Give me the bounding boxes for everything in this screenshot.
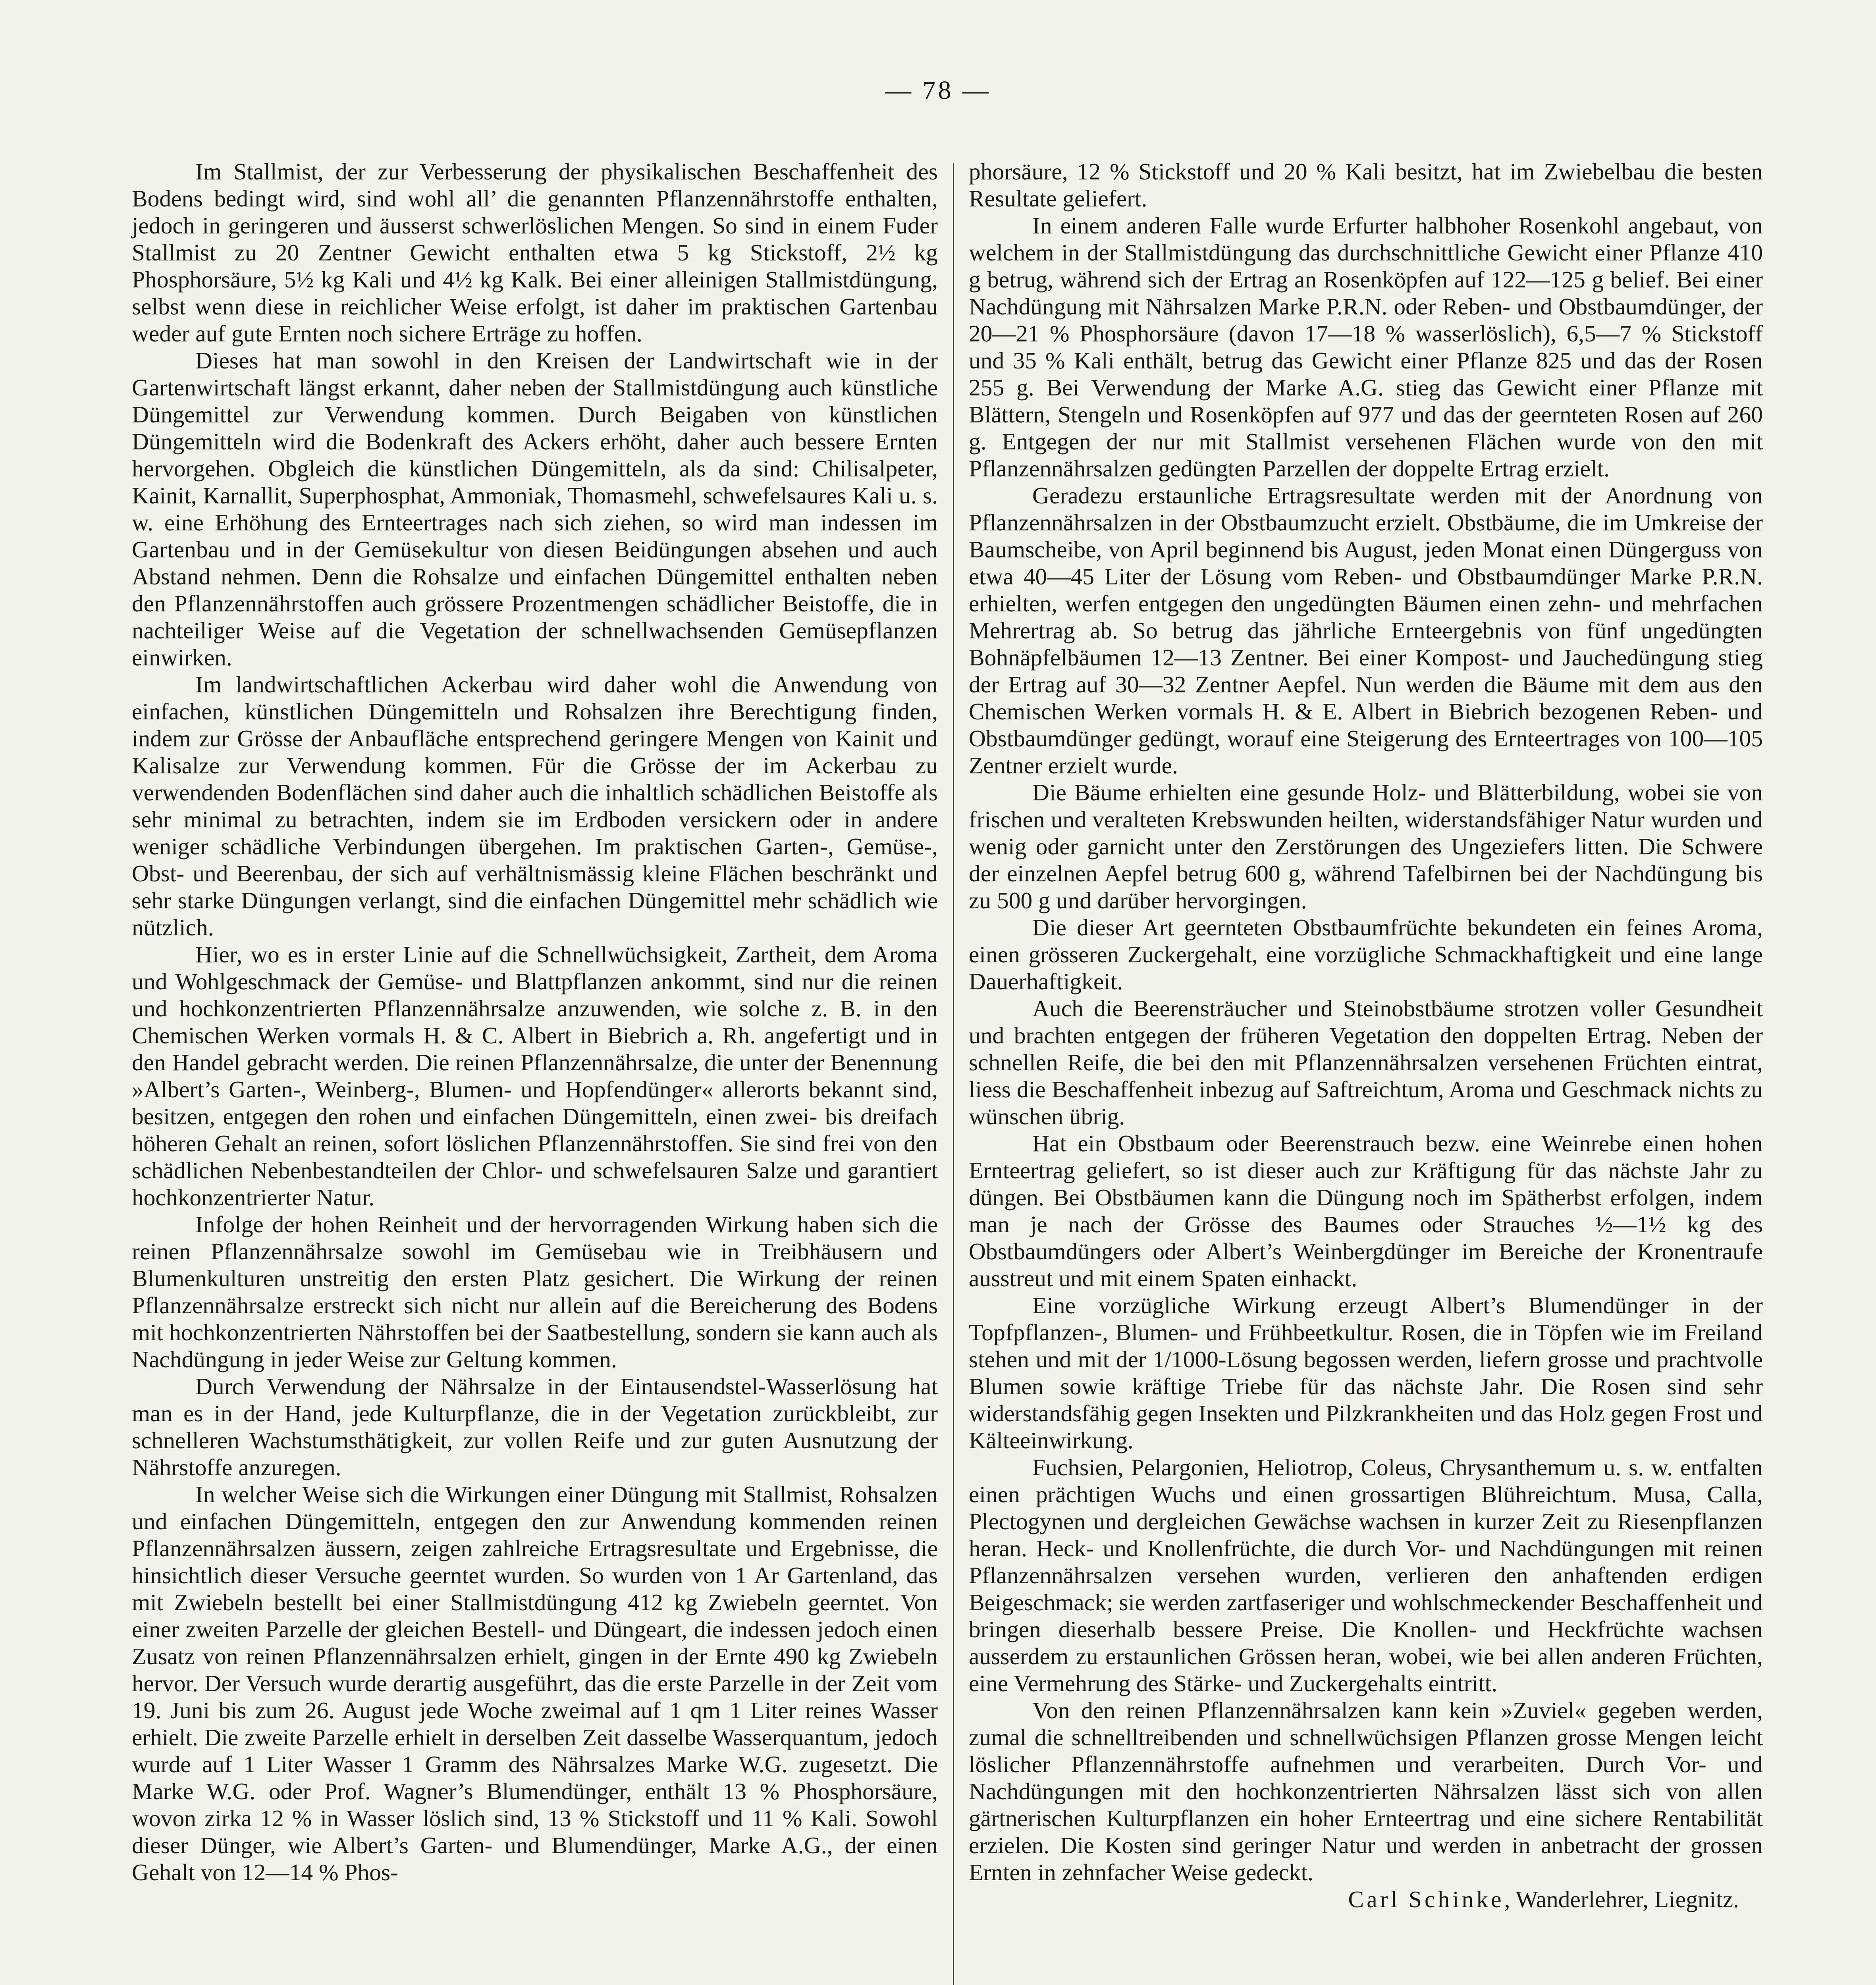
column-divider [953, 163, 954, 1985]
paragraph-fuchsien: Fuchsien, Pelargonien, Heliotrop, Coleus, Chrysanthemum u. s. w. entfalten einen prächtigen Wuchs und einen grossartigen Blühreichtum. Musa, Calla, Plectogynen und dergleichen Gewächse wachsen in kurzer Zeit zu Riesenpflanzen heran. Heck- und Knollenfrüchte, die durch Vor- und Nachdüngungen mit reinen Pflanzennährsalzen versehen wurden, verlieren den anhaftenden erdigen Beigeschmack; sie werden zartfaseriger und wohlschmeckender Beschaffenheit und bringen dieserhalb bessere Preise. Die Knollen- und Heckfrüchte wachsen ausserdem zu erstaunlichen Grössen heran, wobei, wie bei allen anderen Früchten, eine Vermehrung des Stärke- und Zuckergehalts eintritt. [969, 1454, 1763, 1696]
paragraph-beerenstraeucher: Auch die Beerensträucher und Steinobstbäume strotzen voller Gesundheit und brachten entgegen der früheren Vegetation den doppelten Ertrag. Neben der schnellen Reife, die bei den mit Pflanzennährsalzen versehenen Früchten eintrat, liess die Beschaffenheit inbezug auf Saftreichtum, Aroma und Geschmack nichts zu wünschen übrig. [969, 995, 1763, 1129]
paragraph-ackerbau: Im landwirtschaftlichen Ackerbau wird daher wohl die Anwendung von einfachen, künstlichen Düngemitteln und Rohsalzen ihre Berechtigung finden, indem zur Grösse der Anbaufläche entsprechend geringere Mengen von Kainit und Kalisalze zur Verwendung kommen. Für die Grösse der im Ackerbau zu verwendenden Bodenflächen sind daher auch die inhaltlich schädlichen Beistoffe als sehr minimal zu betrachten, indem sie im Erdboden versickern oder in andere weniger schädliche Verbindungen übergehen. Im praktischen Garten-, Gemüse-, Obst- und Beerenbau, der sich auf verhältnismässig kleine Flächen beschränkt und sehr starke Düngungen verlangt, sind die einfachen Düngemittel mehr schädlich wie nützlich. [132, 671, 938, 940]
paragraph-kuenstliche-duengemittel: Dieses hat man sowohl in den Kreisen der Landwirtschaft wie in der Gartenwirtschaft längst erkannt, daher neben der Stallmistdüngung auch künstliche Düngemittel zur Verwendung kommen. Durch Beigaben von künstlichen Düngemitteln wird die Bodenkraft des Ackers erhöht, daher auch bessere Ernten hervorgehen. Obgleich die künstlichen Düngemitteln, als da sind: Chilisalpeter, Kainit, Karnallit, Superphosphat, Ammoniak, Thomasmehl, schwefelsaures Kali u. s. w. eine Erhöhung des Ernteertrages nach sich ziehen, so wird man indessen im Gartenbau und in der Gemüsekultur von diesen Beidüngungen absehen und auch Abstand nehmen. Denn die Rohsalze und einfachen Düngemittel enthalten neben den Pflanzennährstoffen auch grössere Prozentmengen schädlicher Beistoffe, die in nachteiliger Weise auf die Vegetation der schnellwachsenden Gemüsepflanzen einwirken. [132, 347, 938, 671]
paragraph-obstbaumfruechte: Die dieser Art geernteten Obstbaumfrüchte bekundeten ein feines Aroma, einen grösseren Zuckergehalt, eine vorzügliche Schmackhaftigkeit und eine lange Dauerhaftigkeit. [969, 914, 1763, 994]
paragraph-blumenduenger: Eine vorzügliche Wirkung erzeugt Albert’s Blumendünger in der Topfpflanzen-, Blumen- und Frühbeetkultur. Rosen, die in Töpfen wie im Freiland stehen und mit der 1/1000-Lösung begossen werden, liefern grosse und prachtvolle Blumen sowie kräftige Triebe für das nächste Jahr. Die Rosen sind sehr widerstandsfähig gegen Insekten und Pilzkrankheiten und das Holz gegen Frost und Kälteeinwirkung. [969, 1292, 1763, 1453]
paragraph-rosenkohl: In einem anderen Falle wurde Erfurter halbhoher Rosenkohl angebaut, von welchem in der Stallmistdüngung das durchschnittliche Gewicht einer Pflanze 410 g betrug, während sich der Ertrag an Rosenköpfen auf 122—125 g belief. Bei einer Nachdüngung mit Nährsalzen Marke P.R.N. oder Reben- und Obstbaumdünger, der 20—21 % Phosphorsäure (davon 17—18 % wasserlöslich), 6,5—7 % Stickstoff und 35 % Kali enthält, betrug das Gewicht einer Pflanze 825 und das der Rosen 255 g. Bei Verwendung der Marke A.G. stieg das Gewicht einer Pflanze mit Blättern, Stengeln und Rosenköpfen auf 977 und das der geernteten Rosen auf 260 g. Entgegen der nur mit Stallmist versehenen Flächen wurde von den mit Pflanzennährsalzen gedüngten Parzellen der doppelte Ertrag erzielt. [969, 212, 1763, 482]
paragraph-reinheit-wirkung: Infolge der hohen Reinheit und der hervorragenden Wirkung haben sich die reinen Pflanzennährsalze sowohl im Gemüsebau wie in Treibhäusern und Blumenkulturen unstreitig den ersten Platz gesichert. Die Wirkung der reinen Pflanzennährsalze erstreckt sich nicht nur allein auf die Bereicherung des Bodens mit hochkonzentrierten Nährstoffen bei der Saatbestellung, sondern sie kann auch als Nachdüngung in jeder Weise zur Geltung kommen. [132, 1211, 938, 1372]
author-name: Carl Schinke [1348, 1886, 1504, 1912]
paragraph-continuation: phorsäure, 12 % Stickstoff und 20 % Kali besitzt, hat im Zwiebelbau die besten Resultate geliefert. [969, 158, 1763, 212]
page-number: — 78 — [885, 76, 991, 105]
paragraph-baeume-gesundheit: Die Bäume erhielten eine gesunde Holz- und Blätterbildung, wobei sie von frischen und veralteten Krebswunden heilten, widerstandsfähiger Natur wurden und wenig oder garnicht unter den Zerstörungen des Ungeziefers litten. Die Schwere der einzelnen Aepfel betrug 600 g, während Tafelbirnen bei der Nachdüngung bis zu 500 g und darüber hervorgingen. [969, 779, 1763, 913]
paragraph-weinrebe: Hat ein Obstbaum oder Beerenstrauch bezw. eine Weinrebe einen hohen Ernteertrag geliefert, so ist dieser auch zur Kräftigung für das nächste Jahr zu düngen. Bei Obstbäumen kann die Düngung noch im Spätherbst erfolgen, indem man je nach der Grösse des Baumes oder Strauches ½—1½ kg des Obstbaumdüngers oder Albert’s Weinbergdünger im Bereiche der Kronentraufe ausstreut und mit einem Spaten einhackt. [969, 1130, 1763, 1291]
paragraph-obstbaumzucht: Geradezu erstaunliche Ertragsresultate werden mit der Anordnung von Pflanzennährsalzen in der Obstbaumzucht erzielt. Obstbäume, die im Umkreise der Baumscheibe, von April beginnend bis August, jeden Monat einen Düngerguss von etwa 40—45 Liter der Lösung vom Reben- und Obstbaumdünger Marke P.R.N. erhielten, werfen entgegen den ungedüngten Bäumen einen zehn- und mehrfachen Mehrertrag ab. So betrug das jährliche Ernteergebnis von fünf ungedüngten Bohnäpfelbäumen 12—13 Zentner. Bei einer Kompost- und Jauchedüngung stieg der Ertrag auf 30—32 Zentner Aepfel. Nun werden die Bäume mit dem aus den Chemischen Werken vormals H. & E. Albert in Biebrich bezogenen Reben- und Obstbaumdünger gedüngt, worauf eine Steigerung des Ernteertrages von 100—105 Zentner erzielt wurde. [969, 482, 1763, 779]
author-role: , Wanderlehrer, Liegnitz. [1504, 1886, 1739, 1912]
paragraph-wasserloesung: Durch Verwendung der Nährsalze in der Eintausendstel-Wasserlösung hat man es in der Hand, jede Kulturpflanze, die in der Vegetation zurückbleibt, zur schnelleren Wachstumsthätigkeit, zur vollen Reife und zur guten Ausnutzung der Nährstoffe anzuregen. [132, 1373, 938, 1480]
paragraph-stallmist: Im Stallmist, der zur Verbesserung der physikalischen Beschaffenheit des Bodens bedingt wird, sind wohl all’ die genannten Pflanzennährstoffe enthalten, jedoch in geringeren und äusserst schwerlöslichen Mengen. So sind in einem Fuder Stallmist zu 20 Zentner Gewicht enthalten etwa 5 kg Stickstoff, 2½ kg Phosphorsäure, 5½ kg Kali und 4½ kg Kalk. Bei einer alleinigen Stallmistdüngung, selbst wenn diese in reichlicher Weise erfolgt, ist daher im praktischen Gartenbau weder auf gute Ernten noch sichere Erträge zu hoffen. [132, 158, 938, 347]
signature [969, 1886, 1763, 1913]
paragraph-zwiebel-versuch: In welcher Weise sich die Wirkungen einer Düngung mit Stallmist, Rohsalzen und einfachen Düngemitteln, entgegen den zur Anwendung kommenden reinen Pflanzennährsalzen äussern, zeigen zahlreiche Ertragsresultate und Ergebnisse, die hinsichtlich dieser Versuche geerntet wurden. So wurden von 1 Ar Gartenland, das mit Zwiebeln bestellt bei einer Stallmistdüngung 412 kg Zwiebeln geerntet. Von einer zweiten Parzelle der gleichen Bestell- und Düngeart, die indessen jedoch einen Zusatz von reinen Pflanzennährsalzen erhielt, gingen in der Ernte 490 kg Zwiebeln hervor. Der Versuch wurde derartig ausgeführt, das die erste Parzelle in der Zeit vom 19. Juni bis zum 26. August jede Woche zweimal auf 1 qm 1 Liter reines Wasser erhielt. Die zweite Parzelle erhielt in derselben Zeit dasselbe Wasserquantum, jedoch wurde auf 1 Liter Wasser 1 Gramm des Nährsalzes Marke W.G. zugesetzt. Die Marke W.G. oder Prof. Wagner’s Blumendünger, enthält 13 % Phosphorsäure, wovon zirka 12 % in Wasser löslich sind, 13 % Stickstoff und 11 % Kali. Sowohl dieser Dünger, wie Albert’s Garten- und Blumendünger, Marke A.G., der einen Gehalt von 12—14 % Phos- [132, 1481, 938, 1885]
paragraph-zuviel: Von den reinen Pflanzennährsalzen kann kein »Zuviel« gegeben werden, zumal die schnelltreibenden und schnellwüchsigen Pflanzen grosse Mengen leicht löslicher Pflanzennährstoffe aufnehmen und verarbeiten. Durch Vor- und Nachdüngungen mit den hochkonzentrierten Nährsalzen lässt sich von allen gärtnerischen Kulturpflanzen ein hoher Ernteertrag und eine sichere Rentabilität erzielen. Die Kosten sind geringer Natur und werden in anbetracht der grossen Ernten in zehnfacher Weise gedeckt. [969, 1697, 1763, 1885]
right-column [969, 158, 1763, 1913]
left-column [132, 158, 938, 1886]
paragraph-pflanzennaehrsalze: Hier, wo es in erster Linie auf die Schnellwüchsigkeit, Zartheit, dem Aroma und Wohlgeschmack der Gemüse- und Blattpflanzen ankommt, sind nur die reinen und hochkonzentrierten Pflanzennährsalze anzuwenden, wie solche z. B. in den Chemischen Werken vormals H. & C. Albert in Biebrich a. Rh. angefertigt und in den Handel gebracht werden. Die reinen Pflanzennährsalze, die unter der Benennung »Albert’s Garten-, Weinberg-, Blumen- und Hopfendünger« allerorts bekannt sind, besitzen, entgegen den rohen und einfachen Düngemitteln, einen zwei- bis dreifach höheren Gehalt an reinen, sofort löslichen Pflanzennährstoffen. Sie sind frei von den schädlichen Nebenbestandteilen der Chlor- und schwefelsauren Salze und garantiert hochkonzentrierter Natur. [132, 941, 938, 1210]
